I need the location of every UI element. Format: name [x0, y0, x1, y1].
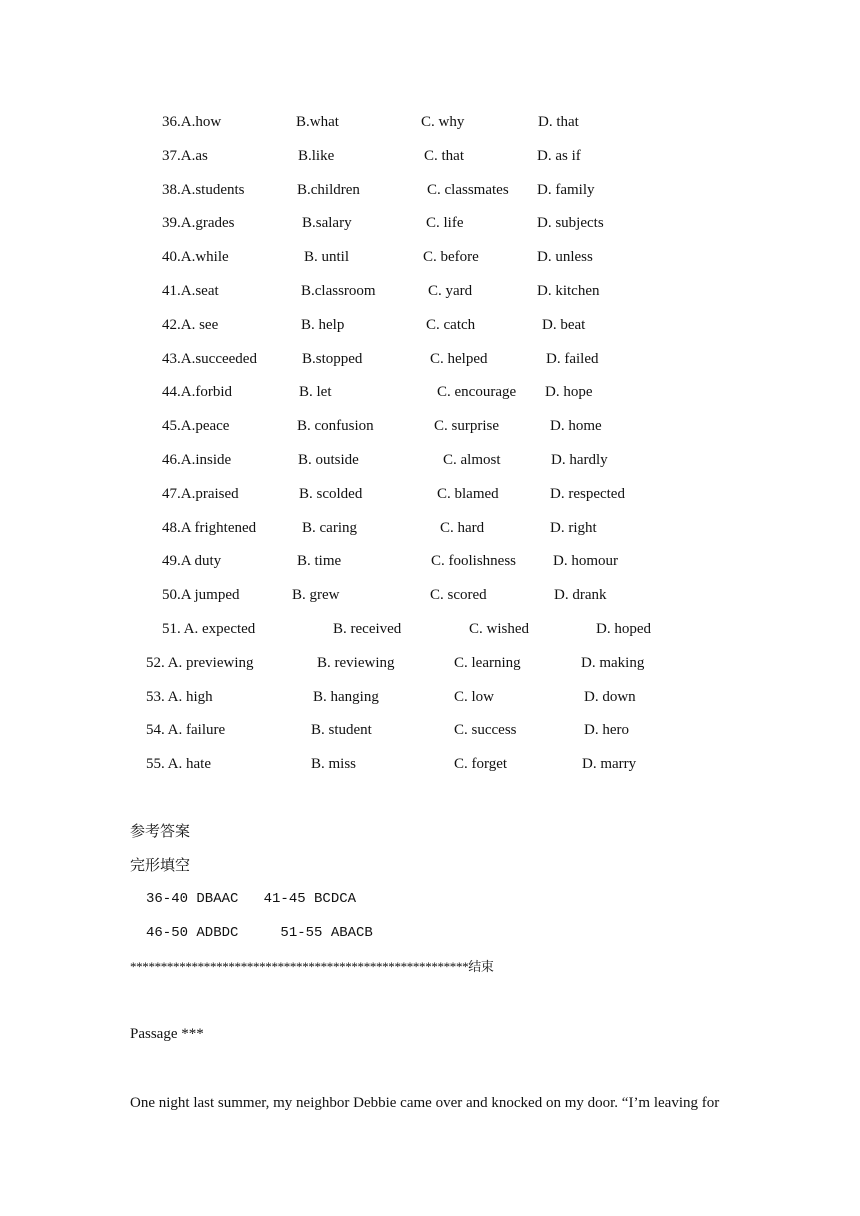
- option-c: C. hard: [440, 519, 485, 536]
- option-a: 54. A. failure: [146, 722, 226, 739]
- option-c: C. almost: [443, 452, 501, 468]
- option-c: C. yard: [428, 283, 473, 299]
- answer-row-2: 46-50 ADBDC 51-55 ABACB: [146, 925, 373, 941]
- option-a: 37.A.as: [162, 147, 208, 164]
- option-c: C. forget: [454, 756, 508, 773]
- option-b: B. student: [311, 722, 372, 739]
- option-b: B. received: [333, 621, 402, 637]
- option-c: C. wished: [469, 621, 529, 637]
- option-d: D. making: [581, 654, 645, 671]
- option-c: C. catch: [426, 316, 476, 333]
- option-d: D. that: [538, 114, 579, 130]
- option-d: D. homour: [553, 553, 618, 570]
- option-d: D. home: [550, 418, 602, 435]
- option-a: 55. A. hate: [146, 756, 211, 773]
- option-a: 50.A jumped: [162, 587, 240, 604]
- answer-key-heading: 参考答案: [130, 822, 191, 840]
- option-a: 46.A.inside: [162, 452, 232, 468]
- passage-title: Passage ***: [130, 1026, 204, 1042]
- option-b: B. until: [304, 249, 350, 266]
- option-c: C. success: [454, 722, 517, 739]
- option-d: D. failed: [546, 350, 599, 367]
- option-b: B.what: [296, 114, 339, 130]
- option-c: C. encourage: [437, 384, 517, 401]
- option-a: 38.A.students: [162, 181, 245, 198]
- option-b: B. let: [299, 384, 332, 401]
- option-c: C. that: [424, 147, 464, 164]
- option-d: D. beat: [542, 316, 586, 333]
- option-a: 48.A frightened: [162, 519, 257, 536]
- option-d: D. drank: [554, 587, 607, 604]
- option-a: 53. A. high: [146, 688, 213, 705]
- option-a: 52. A. previewing: [146, 654, 254, 671]
- option-c: C. before: [423, 249, 479, 266]
- option-b: B.stopped: [302, 350, 363, 367]
- option-a: 47.A.praised: [162, 485, 239, 502]
- option-b: B. confusion: [297, 418, 374, 435]
- option-d: D. hardly: [551, 452, 608, 468]
- option-d: D. subjects: [537, 215, 604, 232]
- option-c: C. why: [421, 114, 465, 130]
- option-b: B. caring: [302, 519, 357, 536]
- option-a: 44.A.forbid: [162, 384, 232, 401]
- option-b: B. miss: [311, 756, 357, 773]
- option-d: D. hope: [545, 384, 593, 401]
- option-b: B.children: [297, 181, 360, 198]
- option-a: 49.A duty: [162, 553, 222, 570]
- option-a: 36.A.how: [162, 114, 222, 130]
- end-marker-line: *******************************************************结束: [130, 959, 494, 974]
- passage-first-line: One night last summer, my neighbor Debbie came over and knocked on my door. “I’m leaving for: [130, 1095, 720, 1111]
- cloze-section-label: 完形填空: [130, 856, 191, 874]
- option-b: B. scolded: [299, 485, 363, 502]
- option-c: C. helped: [430, 350, 488, 367]
- option-a: 43.A.succeeded: [162, 350, 257, 367]
- option-c: C. foolishness: [431, 553, 517, 570]
- option-b: B. grew: [292, 587, 340, 604]
- option-c: C. scored: [430, 587, 487, 604]
- option-a: 45.A.peace: [162, 418, 230, 435]
- option-d: D. unless: [537, 249, 593, 266]
- option-d: D. down: [584, 688, 636, 705]
- option-c: C. blamed: [437, 485, 499, 502]
- option-d: D. kitchen: [537, 283, 600, 299]
- option-a: 42.A. see: [162, 316, 219, 333]
- answer-row-1: 36-40 DBAAC 41-45 BCDCA: [146, 891, 357, 907]
- option-d: D. hero: [584, 722, 629, 739]
- option-b: B. time: [297, 553, 342, 570]
- option-c: C. surprise: [434, 418, 499, 435]
- option-b: B.classroom: [301, 283, 376, 299]
- option-b: B. reviewing: [317, 654, 395, 671]
- option-d: D. hoped: [596, 621, 651, 637]
- option-b: B. help: [301, 316, 345, 333]
- option-c: C. life: [426, 215, 464, 232]
- option-a: 40.A.while: [162, 249, 229, 266]
- option-a: 39.A.grades: [162, 215, 235, 232]
- option-d: D. marry: [582, 756, 637, 773]
- option-b: B. hanging: [313, 688, 379, 705]
- option-c: C. learning: [454, 654, 521, 671]
- option-d: D. right: [550, 519, 597, 536]
- option-c: C. low: [454, 688, 495, 705]
- option-c: C. classmates: [427, 181, 509, 198]
- option-b: B.salary: [302, 215, 352, 232]
- option-b: B.like: [298, 147, 335, 164]
- option-a: 51. A. expected: [162, 621, 256, 637]
- option-d: D. respected: [550, 485, 625, 502]
- option-a: 41.A.seat: [162, 283, 219, 299]
- option-b: B. outside: [298, 452, 359, 468]
- option-d: D. as if: [537, 147, 581, 164]
- option-d: D. family: [537, 181, 595, 198]
